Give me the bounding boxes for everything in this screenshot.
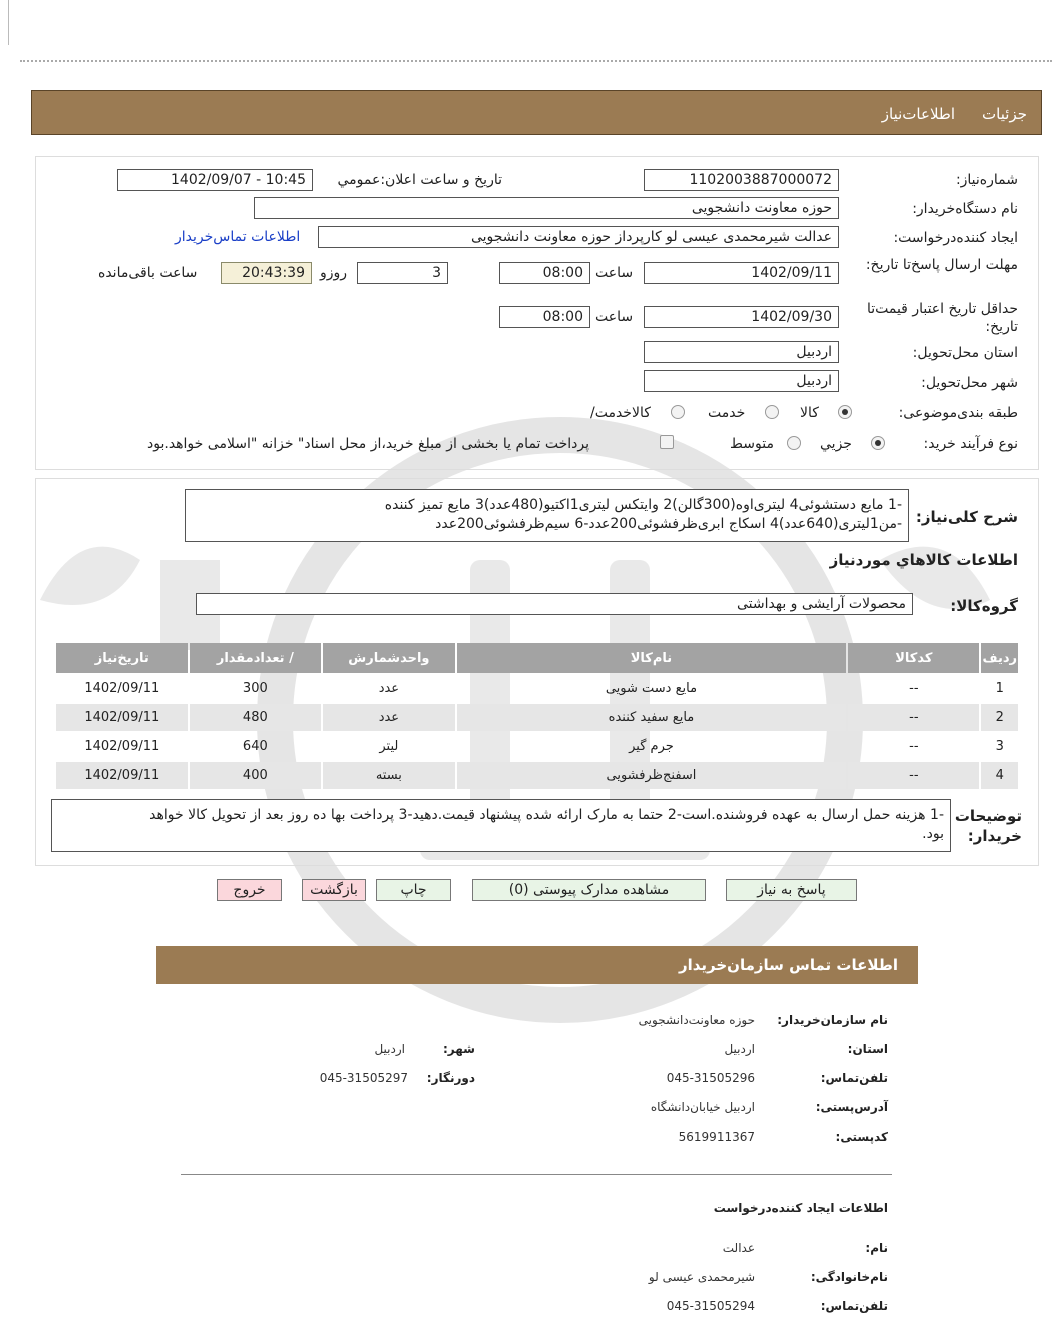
- category-service-radio[interactable]: [765, 405, 779, 419]
- buyer-contact-link[interactable]: اطلاعات تماس‌خریدار: [175, 229, 301, 245]
- category-goods-service-radio[interactable]: [671, 405, 685, 419]
- category-goods-service-label: کالاخدمت/: [590, 405, 651, 421]
- cell-date: 1402/09/11: [56, 762, 188, 789]
- postal-label: کدپستی:: [835, 1130, 888, 1144]
- cell-name: مایع سفید کننده: [457, 704, 847, 731]
- process-minor-label: جزيي: [820, 436, 852, 452]
- creator-info-title: اطلاعات ایجاد کننده‌درخواست: [713, 1201, 888, 1215]
- contact-province-value: اردبیل: [724, 1042, 755, 1056]
- cell-quantity: 480: [190, 704, 321, 731]
- category-service-label: خدمت: [708, 405, 746, 421]
- notes-label-1: توضیحات: [954, 807, 1022, 825]
- cell-unit: عدد: [378, 681, 400, 696]
- table-row: [56, 762, 1018, 789]
- col-unit: واحدشمارش: [323, 643, 455, 673]
- treasury-payment-note: پرداخت تمام یا بخشی از مبلغ خرید،از محل اسناد" خزانه "اسلامی خواهد.بود: [147, 436, 590, 452]
- days-field: 3: [357, 262, 448, 284]
- buyer-notes-field: [51, 799, 951, 852]
- goods-group-field: محصولات آرایشی و بهداشتی: [196, 593, 913, 615]
- creator-phone-value: 045-31505294: [666, 1299, 755, 1313]
- deadline-time-field: 08:00: [499, 262, 590, 284]
- col-name: نام‌کالا: [457, 643, 847, 673]
- cell-quantity: 640: [242, 739, 268, 754]
- city-label: شهر محل‌تحویل:: [921, 375, 1018, 391]
- contact-city-label: شهر:: [443, 1042, 475, 1056]
- table-row: [56, 704, 1018, 731]
- process-minor-radio[interactable]: [871, 436, 885, 450]
- announce-date-field: 1402/09/07 - 10:45: [117, 169, 313, 191]
- attachments-button[interactable]: مشاهده مدارک پیوستی (0): [472, 879, 706, 901]
- validity-time-field: 08:00: [499, 306, 590, 328]
- days-label: روزو: [320, 265, 348, 281]
- cell-quantity: 400: [190, 762, 321, 789]
- summary-field: [185, 489, 909, 542]
- announce-label: تاریخ و ساعت اعلان:عمومي: [337, 172, 502, 188]
- creator-name-value: عدالت: [722, 1241, 755, 1255]
- phone-label: تلفن‌تماس:: [820, 1071, 888, 1085]
- address-label: آدرس‌پستی:: [815, 1100, 888, 1114]
- cell-row: 4: [981, 762, 1018, 789]
- process-label: نوع فرآیند خرید:: [923, 436, 1018, 452]
- cell-date: 1402/09/11: [84, 739, 160, 754]
- validity-label: حداقل تاریخ اعتبار قیمت‌تا تاریخ:: [866, 301, 1018, 335]
- category-goods-label: کالا: [800, 405, 819, 421]
- contact-section-title: اطلاعات تماس سازمان‌خریدار: [678, 956, 898, 974]
- dotted-divider: [20, 60, 1052, 62]
- validity-time-label: ساعت: [595, 309, 634, 325]
- need-number-label: شماره‌نیاز:: [955, 172, 1018, 188]
- buyer-org-field: حوزه معاونت دانشجویی: [254, 197, 839, 219]
- buyer-org-label: نام دستگاه‌خریدار:: [912, 201, 1018, 217]
- goods-table: [54, 641, 1020, 791]
- fax-value: 045-31505297: [319, 1071, 408, 1085]
- cell-row: 3: [995, 739, 1004, 754]
- creator-family-label: نام‌خانوادگی:: [810, 1270, 888, 1284]
- cell-date: 1402/09/11: [56, 704, 188, 731]
- summary-line-1: -1 مایع دستشوئی4 لیتری‌اوه(300گالن)2 وایتکس لیتری1اکتیو(480عدد)3 مایع تمیز کننده: [384, 497, 902, 513]
- remaining-time-field: 20:43:39: [221, 262, 312, 284]
- address-value: اردبیل خیابان‌دانشگاه: [650, 1100, 755, 1114]
- table-row: [56, 733, 1018, 760]
- cell-unit: بسته: [323, 762, 455, 789]
- cell-code: --: [848, 762, 979, 789]
- process-medium-label: متوسط: [730, 436, 774, 452]
- exit-button[interactable]: خروج: [217, 879, 282, 901]
- col-quantity: / تعدادمقدار: [190, 643, 321, 673]
- phone-value: 045-31505296: [666, 1071, 755, 1085]
- cell-code: --: [909, 739, 919, 754]
- creator-name-label: نام:: [865, 1241, 888, 1255]
- fax-label: دورنگار:: [426, 1071, 475, 1085]
- print-button[interactable]: چاپ: [376, 879, 451, 901]
- postal-value: 5619911367: [678, 1130, 755, 1144]
- treasury-payment-checkbox[interactable]: [660, 435, 674, 449]
- col-row: ردیف: [981, 643, 1018, 673]
- col-code: کدکالا: [848, 643, 979, 673]
- cell-unit: عدد: [323, 704, 455, 731]
- deadline-date-field: 1402/09/11: [644, 262, 839, 284]
- creator-field: عدالت شیرمحمدی عیسی لو کارپرداز حوزه معاونت دانشجویی: [318, 226, 839, 248]
- process-medium-radio[interactable]: [787, 436, 801, 450]
- tab-need-info[interactable]: اطلاعات‌نیاز: [881, 105, 955, 123]
- contact-city-value: اردبیل: [374, 1042, 405, 1056]
- cell-date: 1402/09/11: [84, 681, 160, 696]
- deadline-label: مهلت ارسال پاسخ‌تا تاریخ:: [865, 257, 1018, 273]
- remaining-label: ساعت باقی‌مانده: [98, 265, 198, 281]
- col-date: تاریخ‌نیاز: [56, 643, 188, 673]
- contact-divider: [181, 1174, 892, 1175]
- contact-section-header: [156, 946, 918, 984]
- cell-row: 2: [981, 704, 1018, 731]
- cell-code: --: [848, 704, 979, 731]
- notes-label-2: خریدار:: [967, 827, 1022, 845]
- left-border-line: [8, 0, 9, 45]
- creator-family-value: شیرمحمدی عیسی لو: [648, 1270, 755, 1284]
- province-field: اردبیل: [644, 341, 839, 363]
- back-button[interactable]: بازگشت: [302, 879, 366, 901]
- cell-name: جرم گیر: [629, 739, 674, 754]
- goods-section-title: اطلاعات کالاهاي موردنیاز: [829, 551, 1018, 569]
- deadline-time-label: ساعت: [595, 265, 634, 281]
- cell-unit: لیتر: [379, 739, 399, 754]
- reply-button[interactable]: پاسخ به نیاز: [726, 879, 857, 901]
- creator-phone-label: تلفن‌تماس:: [820, 1299, 888, 1313]
- tab-details[interactable]: جزئیات: [982, 105, 1027, 123]
- cell-name: اسفنج‌ظرفشویی: [457, 762, 847, 789]
- contact-province-label: استان:: [847, 1042, 888, 1056]
- category-goods-radio[interactable]: [838, 405, 852, 419]
- goods-group-label: گروه‌کالا:: [950, 597, 1018, 615]
- creator-label: ایجاد کننده‌درخواست:: [893, 230, 1018, 246]
- cell-quantity: 300: [242, 681, 268, 696]
- validity-date-field: 1402/09/30: [644, 306, 839, 328]
- cell-name: مایع دست شویی: [605, 681, 698, 696]
- need-number-field: 1102003887000072: [644, 169, 839, 191]
- org-label: نام سازمان‌خریدار:: [777, 1013, 888, 1027]
- table-row: [56, 675, 1018, 702]
- summary-label: شرح کلی‌نیاز:: [915, 508, 1018, 526]
- category-label: طبقه بندی‌موضوعی:: [898, 405, 1018, 421]
- notes-line-1: -1 هزینه حمل ارسال به عهده فروشنده.است-2 حتما به مارک ارائه شده پیشنهاد قیمت.دهید-3 پرداخت بها ده روز بعد از تحویل کالا خواهد: [149, 807, 944, 823]
- details-header-bar: [31, 90, 1042, 135]
- notes-line-2: بود.: [922, 826, 944, 842]
- cell-code: --: [909, 681, 919, 696]
- city-field: اردبیل: [644, 370, 839, 392]
- province-label: استان محل‌تحویل:: [912, 345, 1018, 361]
- org-value: حوزه معاونت‌دانشجویی: [638, 1013, 755, 1027]
- summary-line-2: -من1لیتری(640عدد)4 اسکاج ابری‌ظرفشوئی200عدد-6 سیم‌ظرفشوئی200عدد: [435, 516, 902, 532]
- cell-row: 1: [995, 681, 1004, 696]
